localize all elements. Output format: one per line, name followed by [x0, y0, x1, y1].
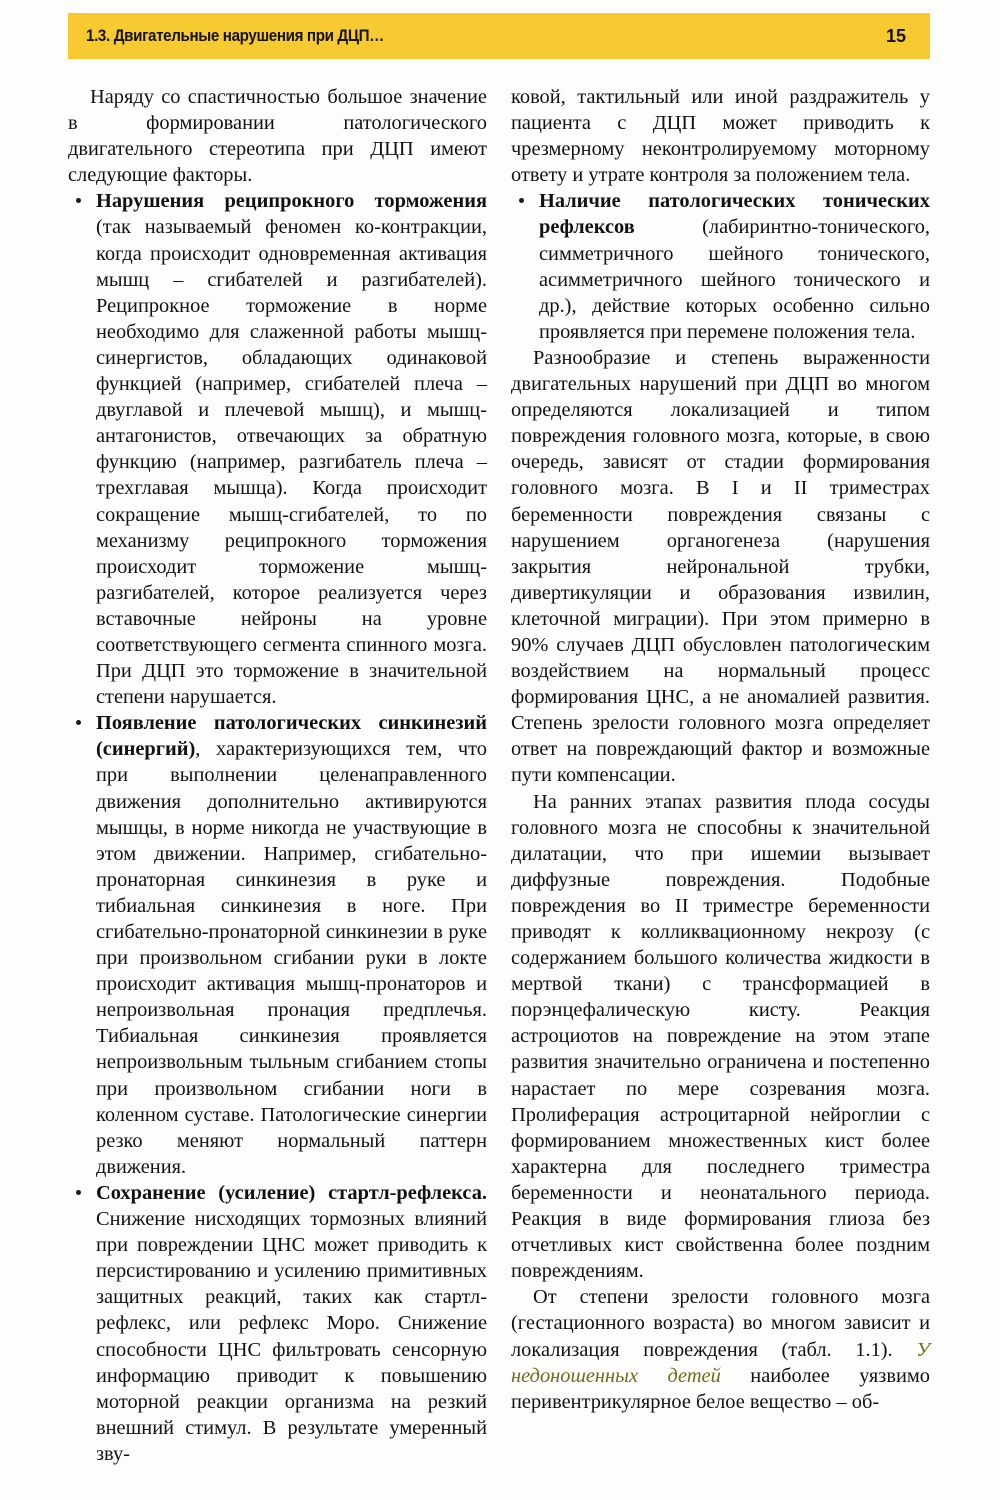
page-number: 15 [885, 25, 906, 46]
body-paragraph: На ранних этапах развития плода сосуды головного мозга не способны к значительной дилатации, что при ишемии вызывает диффузные повреждения. Подобные повреждения во II триместре беременности приводят к колликвационному некрозу (с содержанием большого количества жидкости в мертвой ткани) с трансформацией в порэнцефалическую кисту. Реакция астроциотов на повреждение на этом этапе развития значительно ограничена и постепенно нарастает по мере созревания мозга. Пролиферация астроцитарной нейроглии с формированием множественных кист более характерна для последнего триместра беременности и неонатального периода. Реакция в виде формирования глиоза без отчетливых кист свойственна более поздним повреждениям. [511, 790, 930, 1283]
continued-bullet-paragraph: ковой, тактильный или иной раздражитель у пациента с ДЦП может приводить к чрезмерному неконтролируемому моторному ответу и утрате контроля за положением тела. [511, 86, 930, 187]
list-item [68, 1180, 487, 1467]
bullet-dot-icon [76, 198, 81, 203]
left-bullet-list [68, 188, 487, 1467]
bullet-body-text: (так называемый феномен ко-контракции, когда происходит одновременная активация мышц – сгибателей и разгибателей). Реципрокное торможение в норме необходимо для слаженной работы мышц-синергистов, обладающих одинаковой функцией (например, сгибателей плеча – двуглавой и плечевой мышц), и мышц-антагонистов, отвечающих за обратную функцию (например, разгибатель плеча – трехглавая мышца). Когда происходит сокращение мышц-сгибателей, то по механизму реципрокного торможения происходит торможение мышц-разгибателей, которое реализуется через вставочные нейроны на уровне соответствующего сегмента спинного мозга. При ДЦП это торможение в значительной степени нарушается. [96, 216, 487, 709]
bullet-lead-text: Нарушения реципрокного торможения [96, 190, 487, 213]
bullet-body-text: Снижение нисходящих тормозных влияний при повреждении ЦНС может приводить к персистированию и усилению примитивных защитных реакций, таких как стартл-рефлекс, или рефлекс Моро. Снижение способности ЦНС фильтровать сенсорную информацию приводит к повышению моторной реакции организма на резкий внешний стимул. В результате умеренный зву- [96, 1208, 487, 1465]
body-paragraph: Разнообразие и степень выраженности двигательных нарушений при ДЦП во многом определяются локализацией и типом повреждения головного мозга, которые, в свою очередь, зависят от стадии формирования головного мозга. В I и II триместрах беременности повреждения связаны с нарушением органогенеза (нарушения закрытия нейрональной трубки, дивертикуляции и образования извилин, клеточной миграции). При этом примерно в 90% случаев ДЦП обусловлен патологическим воздействием на нормальный процесс формирования ЦНС, а не аномалией развития. Степень зрелости головного мозга определяет ответ на повреждающий фактор и возможные пути компенсации. [511, 346, 930, 787]
bullet-dot-icon [76, 1190, 81, 1195]
final-paragraph [511, 1284, 930, 1414]
page-body [68, 84, 930, 1467]
bullet-dot-icon [519, 198, 524, 203]
running-head-band [68, 13, 930, 59]
bullet-dot-icon [76, 720, 81, 725]
bullet-body-text: (лабиринтно-тонического, симметричного шейного тонического, асимметричного шейного тонического и др.), действие которых особенно сильно проявляется при перемене положения тела. [539, 216, 930, 343]
bullet-body-text: , характеризующихся тем, что при выполнении целенаправленного движения дополнительно активируются мышцы, в норме никогда не участвующие в этом движении. Например, сгибательно-пронаторная синкинезия в руке и тибиальная синкинезия в ноге. При сгибательно-пронаторной синкинезии в руке при произвольном сгибании руки в локте происходит активация мышц-пронаторов и непроизвольная пронация предплечья. Тибиальная синкинезия проявляется непроизвольным тыльным сгибанием стопы при произвольном сгибании ноги в коленном суставе. Патологические синергии резко меняют нормальный паттерн движения. [96, 738, 487, 1178]
final-paragraph-before-highlight: От степени зрелости головного мозга (гестационного возраста) во многом зависит и локализация повреждения (табл. 1.1). [511, 1286, 930, 1361]
right-bullet-list [511, 188, 930, 345]
bullet-lead-text: Сохранение (усиление) стартл-рефлекса. [96, 1181, 487, 1204]
list-item [68, 188, 487, 710]
final-paragraph-after-highlight: наиболее уязвимо перивентрикулярное белое вещество – об- [511, 1364, 930, 1413]
bullet-lead-text: Наличие патологических тонических рефлексов [539, 190, 930, 239]
left-column [68, 84, 487, 1467]
list-item [511, 188, 930, 345]
running-head-title: 1.3. Двигательные нарушения при ДЦП… [86, 26, 384, 45]
bullet-lead-text: Появление патологических синкинезий (синергий) [96, 712, 487, 761]
list-item [68, 710, 487, 1180]
intro-paragraph: Наряду со спастичностью большое значение в формировании патологического двигательного стереотипа при ДЦП имеют следующие факторы. [68, 86, 487, 187]
highlighted-term: У недоношенных детей [511, 1338, 930, 1387]
right-column [511, 84, 930, 1467]
